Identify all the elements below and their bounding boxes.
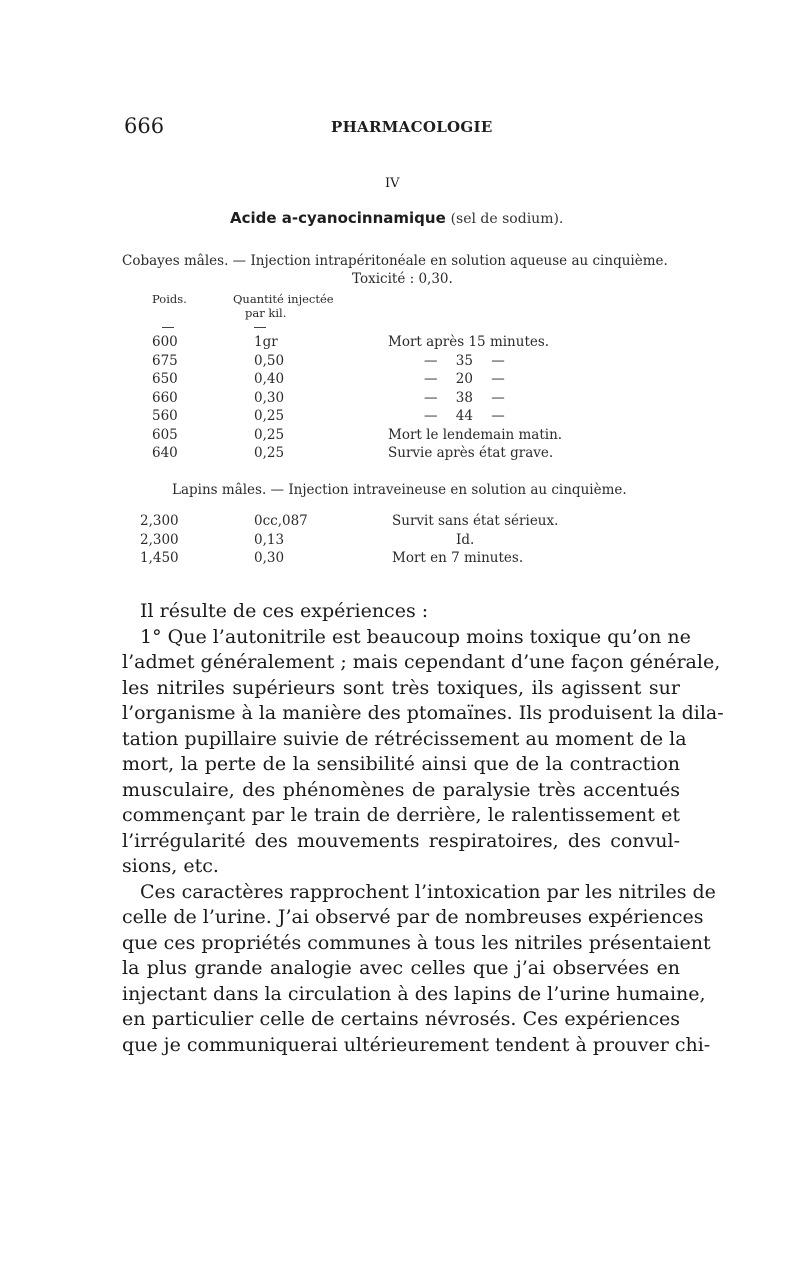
col-header-weight: Poids. [152, 292, 187, 306]
experiment1-result-cell: — 38 — [424, 389, 505, 406]
text-line: en particulier celle de certains névrosés. Ces expériences [122, 1008, 680, 1030]
section-title [230, 209, 563, 227]
body-text [122, 599, 724, 1058]
section-numeral: IV [385, 176, 400, 191]
experiment1-weight-cell: 660 [152, 389, 178, 406]
header-rule [254, 327, 266, 328]
text-line: l’irrégularité des mouvements respiratoires, des convul- [122, 829, 680, 852]
experiment2-quantity-cell: 0cc,087 [254, 513, 308, 529]
col-header-quantity-unit: par kil. [245, 306, 287, 320]
text-line: que ces propriétés communes à tous les nitriles présentaient [122, 931, 711, 954]
experiment1-result-cell: Mort après 15 minutes. [388, 334, 550, 350]
text-line: celle de l’urine. J’ai observé par de nombreuses expériences [122, 906, 704, 928]
text-line: musculaire, des phénomènes de paralysie très accentués [122, 778, 680, 801]
experiment1-result-cell: Mort le lendemain matin. [388, 426, 563, 443]
experiment1-result-cell: Survie après état grave. [388, 445, 554, 461]
running-head: PHARMACOLOGIE [331, 118, 493, 136]
experiment1-result-cell: — 20 — [424, 371, 505, 387]
experiment1-quantity-cell: 0,30 [254, 389, 285, 406]
experiment1-quantity-cell: 1gr [254, 334, 278, 350]
text-line: sions, etc. [122, 855, 219, 877]
experiment1-quantity-cell: 0,25 [254, 445, 285, 461]
experiment1-result-cell: — 44 — [424, 408, 505, 424]
experiment1-weight-cell: 640 [152, 445, 178, 461]
text-line: Ces caractères rapprochent l’intoxication par les nitriles de [140, 880, 716, 903]
experiment2-result-cell: Mort en 7 minutes. [392, 550, 524, 566]
experiment1-quantity-cell: 0,25 [254, 408, 285, 424]
experiment2-result-cell: Survit sans état sérieux. [392, 513, 559, 529]
experiment1-weight-cell: 675 [152, 352, 178, 369]
experiment1-weight-cell: 650 [152, 371, 178, 387]
header-rule [162, 327, 174, 328]
text-line: que je communiquerai ultérieurement tendent à prouver chi- [122, 1033, 711, 1056]
col-header-quantity: Quantité injectée [233, 292, 334, 306]
experiment1-quantity-cell: 0,40 [254, 371, 285, 387]
text-line: l’admet généralement ; mais cependant d’une façon générale, [122, 651, 721, 673]
text-line: 1° Que l’autonitrile est beaucoup moins toxique qu’on ne [140, 625, 691, 648]
experiment1-weight-cell: 605 [152, 426, 178, 443]
compound-note: (sel de sodium). [450, 211, 564, 227]
experiment2-intro: Lapins mâles. — Injection intraveineuse en solution au cinquième. [172, 482, 627, 498]
experiment1-toxicity: Toxicité : 0,30. [352, 271, 453, 287]
experiment2-weight-cell: 2,300 [140, 513, 179, 529]
text-line: tation pupillaire suivie de rétrécissement au moment de la [122, 727, 687, 750]
experiment1-weight-cell: 560 [152, 408, 178, 424]
text-line: la plus grande analogie avec celles que j’ai observées en [122, 957, 680, 979]
experiment2-weight-cell: 1,450 [140, 550, 179, 566]
text-line: injectant dans la circulation à des lapins de l’urine humaine, [122, 982, 706, 1005]
text-line: mort, la perte de la sensibilité ainsi que de la contraction [122, 753, 680, 775]
page-number: 666 [124, 114, 165, 138]
text-line: Il résulte de ces expériences : [140, 600, 429, 622]
experiment1-weight-cell: 600 [152, 334, 178, 350]
experiment2-quantity-cell: 0,13 [254, 531, 285, 548]
experiment1-quantity-cell: 0,25 [254, 426, 285, 443]
experiment1-intro: Cobayes mâles. — Injection intrapéritonéale en solution aqueuse au cinquième. [122, 253, 668, 269]
text-line: l’organisme à la manière des ptomaïnes. Ils produisent la dila- [122, 702, 724, 724]
experiment2-weight-cell: 2,300 [140, 531, 179, 548]
text-line: les nitriles supérieurs sont très toxiques, ils agissent sur [122, 676, 680, 699]
compound-name: Acide a-cyanocinnamique [230, 209, 446, 227]
experiment2-result-cell: Id. [456, 531, 475, 548]
experiment1-result-cell: — 35 — [424, 352, 505, 369]
experiment1-quantity-cell: 0,50 [254, 352, 285, 369]
text-line: commençant par le train de derrière, le ralentissement et [122, 804, 680, 826]
experiment2-quantity-cell: 0,30 [254, 550, 285, 566]
